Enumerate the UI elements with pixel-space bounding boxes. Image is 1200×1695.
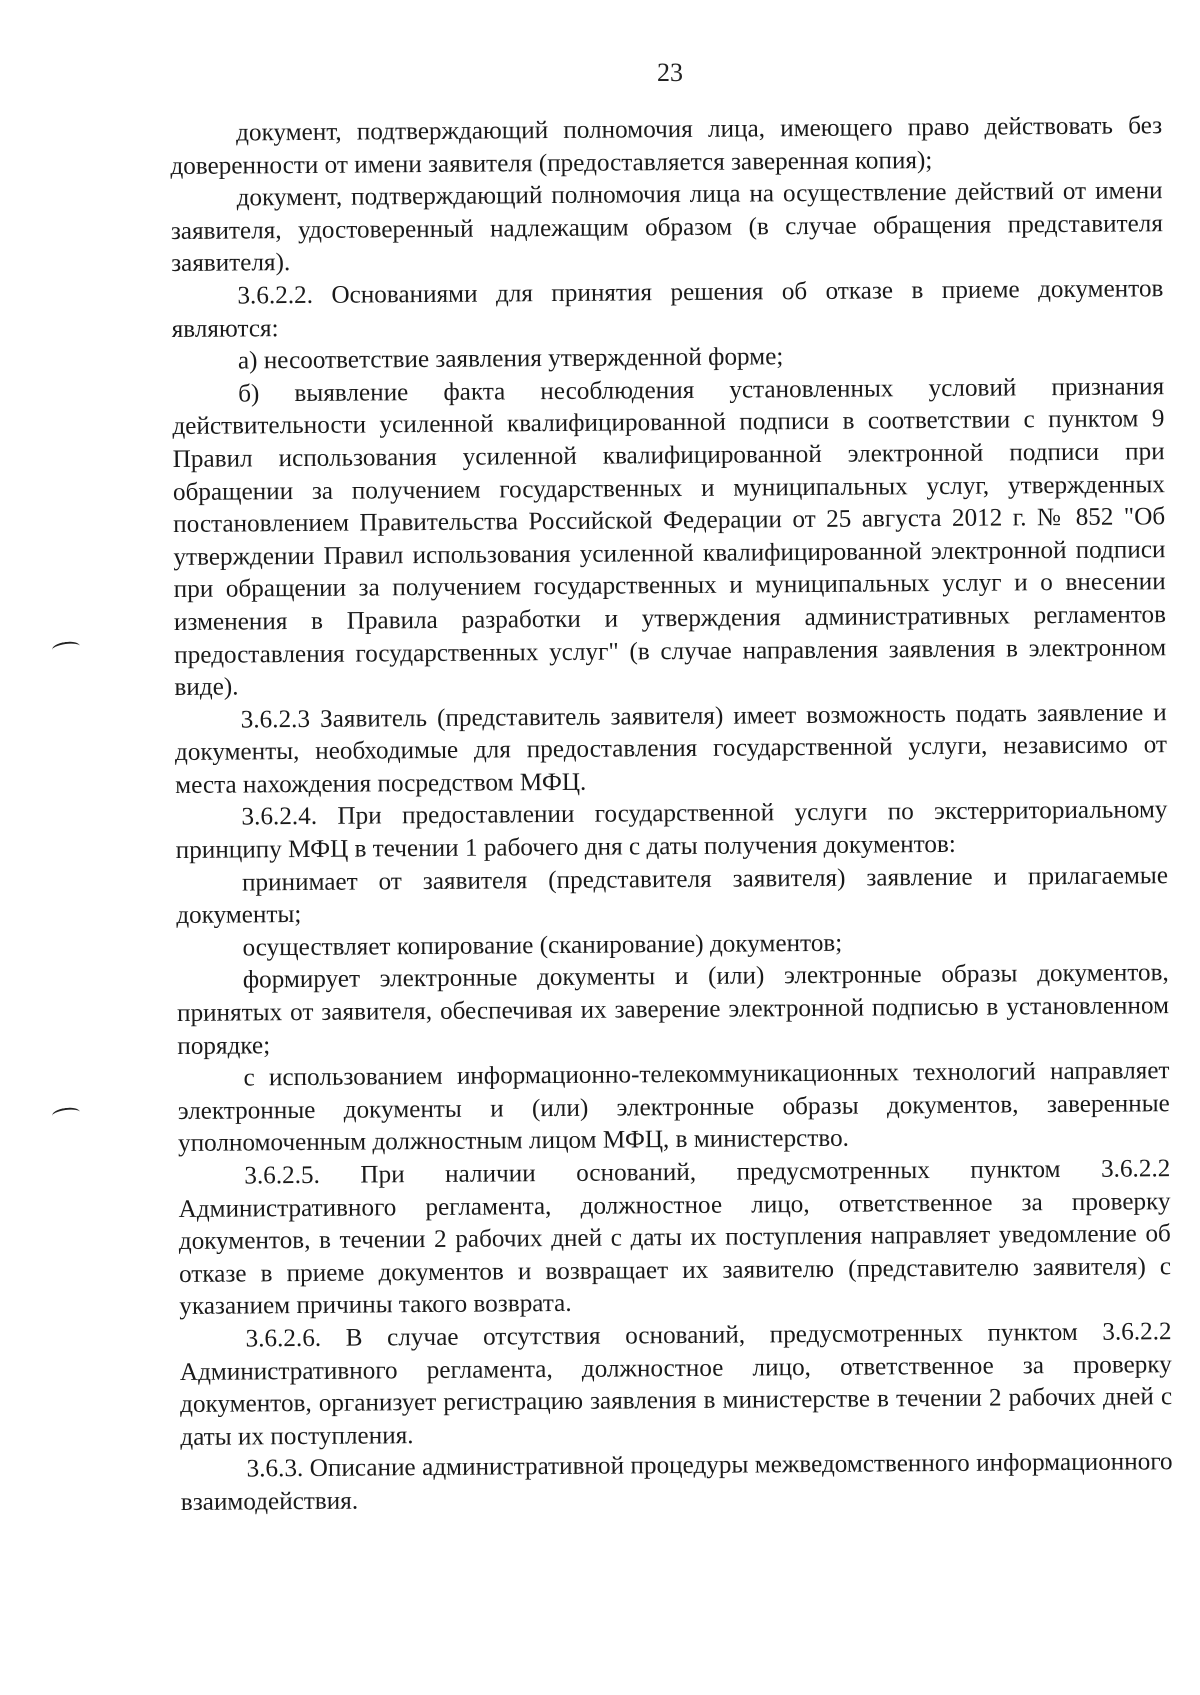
paragraph: с использованием информационно-телекоммуникационных технологий направляет электронные документы и (или) электронные образы документов, заверенные уполномоченным должностным лицом МФЦ, в министерство.	[177, 1057, 1170, 1158]
paragraph: документ, подтверждающий полномочия лица на осуществление действий от имени заявителя, удостоверенный надлежащим образом (в случае обращения представителя заявителя).	[170, 177, 1163, 278]
paragraph: 3.6.2.2. Основаниями для принятия решения об отказе в приеме документов являются:	[171, 275, 1164, 343]
paragraph: а) несоответствие заявления утвержденной форме;	[237, 343, 784, 375]
paragraph: 3.6.2.5. При наличии оснований, предусмотренных пунктом 3.6.2.2 Административного регламента, должностное лицо, ответственное за проверку документов, в течении 2 рабочих дней с даты их поступления направляет уведомление об отказе в приеме документов и возвращает их заявителю (представителю заявителя) с указанием причины такого возврата.	[178, 1155, 1172, 1321]
page-number: 23	[657, 58, 683, 87]
punch-hole-mark	[51, 640, 80, 656]
paragraph: принимает от заявителя (представителя заявителя) заявление и прилагаемые документы;	[176, 861, 1169, 930]
paragraph: 3.6.2.3 Заявитель (представитель заявителя) имеет возможность подать заявление и документы, необходимые для предоставления государственной услуги, независимо от места нахождения посредством МФЦ.	[174, 698, 1168, 799]
punch-hole-mark	[51, 1106, 80, 1122]
paragraph: осуществляет копирование (сканирование) документов;	[242, 929, 843, 962]
document-body	[170, 110, 1173, 1519]
paragraph: документ, подтверждающий полномочия лица, имеющего право действовать без доверенности от имени заявителя (предоставляется заверенная копия);	[170, 112, 1163, 180]
paragraph: 3.6.2.6. В случае отсутствия оснований, предусмотренных пунктом 3.6.2.2 Административного регламента, должностное лицо, ответственное за проверку документов, организует регистрацию заявления в министерстве в течении 2 рабочих дней с даты их поступления.	[179, 1318, 1173, 1451]
paragraph: б) выявление факта несоблюдения установленных условий признания действительности усиленной квалифицированной подписи в соответствии с пунктом 9 Правил использования усиленной квалифицированной электронной подписи при обращении за получением государственных и муниципальных услуг, утвержденных постановлением Правительства Российской Федерации от 25 августа 2012 г. № 852 "Об утверждении Правил использования усиленной квалифицированной электронной подписи при обращении за получением государственных и муниципальных услуг и о внесении изменения в Правила разработки и утверждения административных регламентов предоставления государственных услуг" (в случае направления заявления в электронном виде).	[172, 372, 1167, 702]
paragraph: формирует электронные документы и (или) электронные образы документов, принятых от заявителя, обеспечивая их заверение электронной подписью в установленном порядке;	[176, 959, 1170, 1060]
paragraph: 3.6.3. Описание административной процедуры межведомственного информационного взаимодействия.	[180, 1448, 1173, 1516]
paragraph: 3.6.2.4. При предоставлении государственной услуги по экстерриториальному принципу МФЦ в течении 1 рабочего дня с даты получения документов:	[175, 796, 1168, 865]
